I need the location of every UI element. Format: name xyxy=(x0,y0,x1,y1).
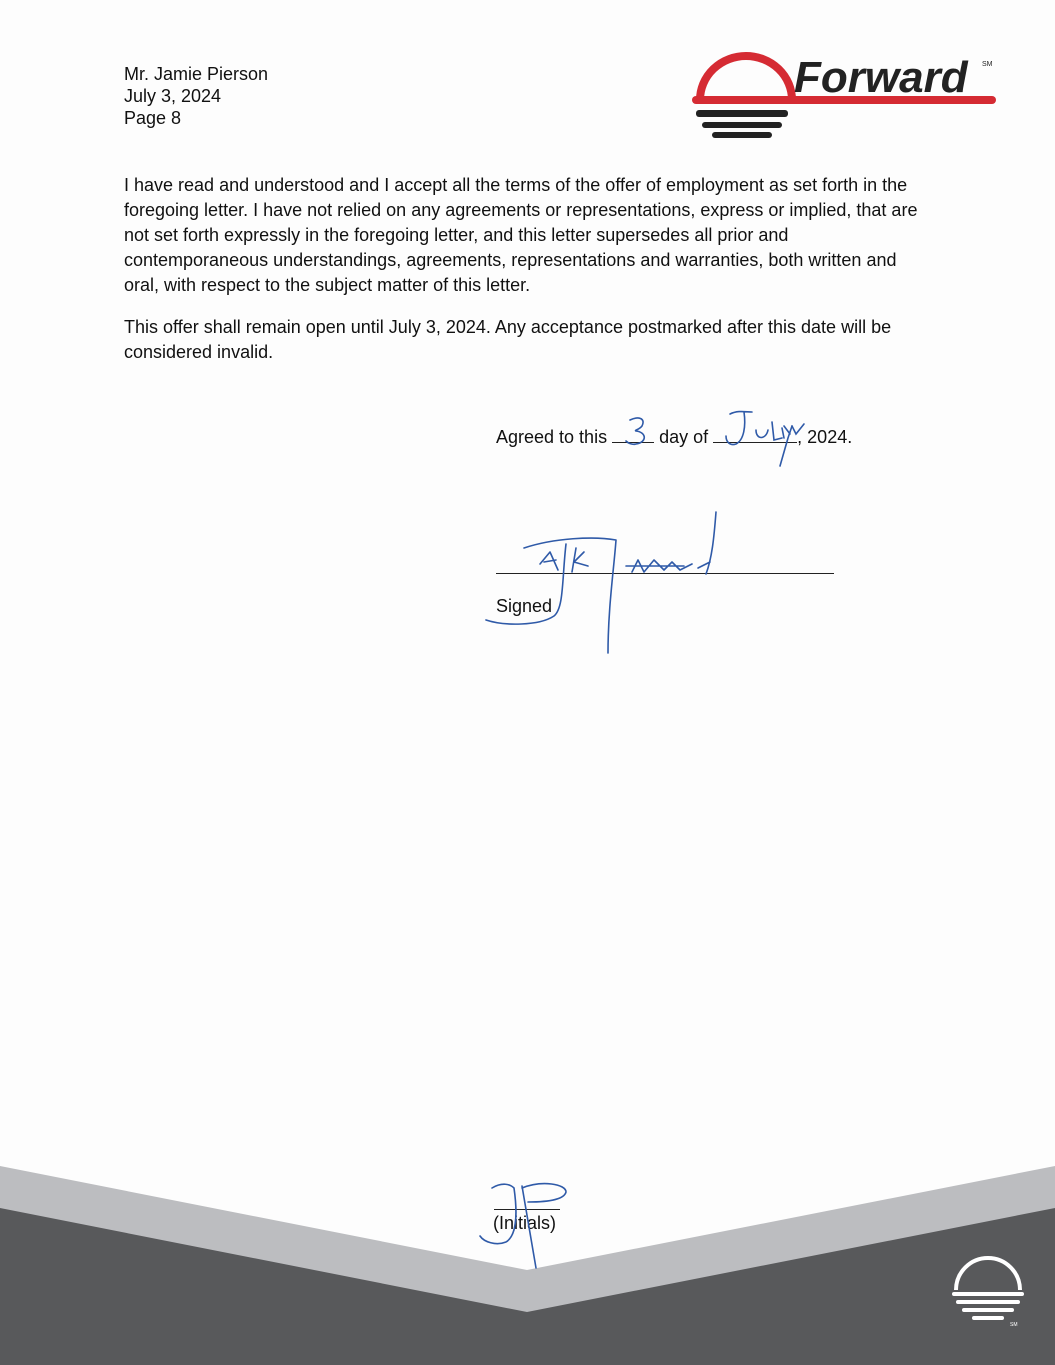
year-suffix: , 2024. xyxy=(797,427,853,447)
agreed-prefix: Agreed to this xyxy=(496,427,608,447)
footer-band xyxy=(0,1160,1055,1365)
initials-line xyxy=(494,1209,560,1210)
footer-logo-icon xyxy=(948,1254,1028,1330)
letter-date: July 3, 2024 xyxy=(124,86,222,106)
initials-label: (Initials) xyxy=(493,1213,557,1233)
page-number: Page 8 xyxy=(124,108,182,128)
month-blank xyxy=(713,426,797,443)
signature-line xyxy=(496,573,834,574)
day-blank xyxy=(612,426,654,443)
signed-label: Signed xyxy=(496,596,553,616)
offer-validity-paragraph: This offer shall remain open until July 3, 2024. Any acceptance postmarked after this date will be considered invalid. xyxy=(124,317,892,362)
logo-text: Forward xyxy=(794,53,968,102)
day-connector: day of xyxy=(659,427,709,447)
footer-sm-mark: SM xyxy=(1010,1322,1018,1328)
handwritten-signature xyxy=(484,508,734,658)
recipient-name: Mr. Jamie Pierson xyxy=(124,64,269,84)
agreement-line xyxy=(496,426,852,448)
acceptance-paragraph: I have read and understood and I accept all the terms of the offer of employment as set forth in the foregoing letter. I have not relied on any agreements or representations, express or implied, that are not set forth expressly in the foregoing letter, and this letter supersedes all prior and contemporaneous understandings, agreements, representations and warranties, both written and oral, with respect to the subject matter of this letter. xyxy=(124,175,918,295)
logo-sm-mark: SM xyxy=(982,61,993,68)
forward-logo xyxy=(692,44,1000,148)
recipient-block xyxy=(124,63,268,129)
